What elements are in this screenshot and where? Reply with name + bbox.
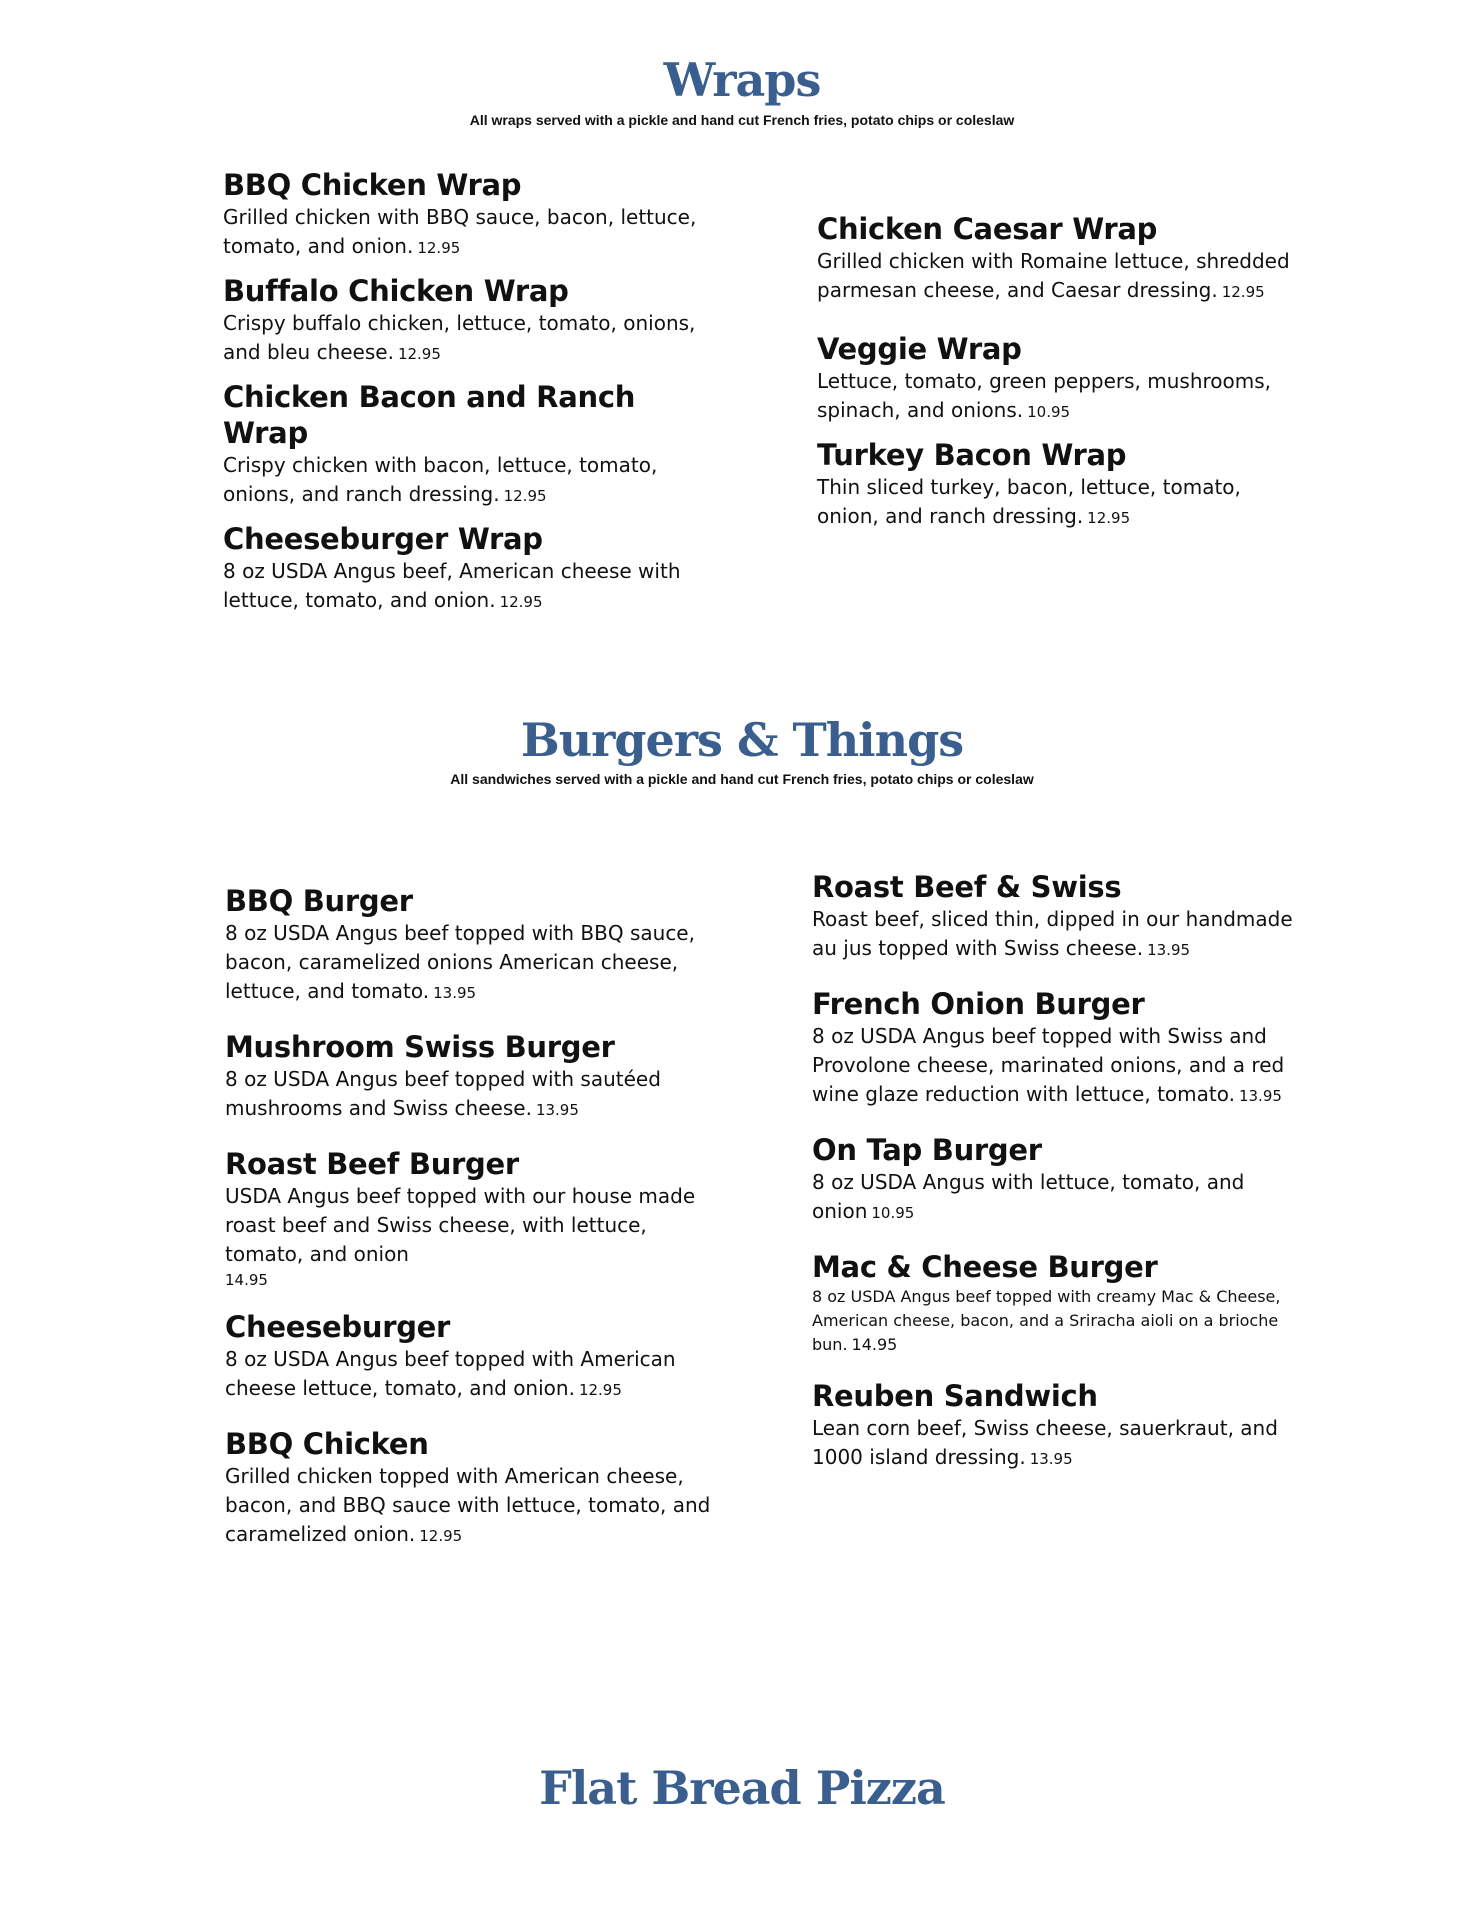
menu-item — [225, 883, 725, 1008]
item-description: Grilled chicken with BBQ sauce, bacon, lettuce, tomato, and onion. 12.95 — [223, 205, 697, 258]
item-name: Cheeseburger Wrap — [223, 522, 543, 556]
menu-item — [812, 1249, 1302, 1357]
item-name: Mac & Cheese Burger — [812, 1250, 1158, 1284]
item-name: Chicken Caesar Wrap — [817, 212, 1158, 246]
item-name: Buffalo Chicken Wrap — [223, 274, 569, 308]
wraps-title: Wraps — [663, 53, 821, 107]
item-price: 12.95 — [417, 239, 461, 257]
item-name: French Onion Burger — [812, 987, 1145, 1021]
item-price: 13.95 — [1147, 941, 1191, 959]
item-price: 12.95 — [503, 487, 547, 505]
item-price: 12.95 — [578, 1381, 622, 1399]
item-price: 10.95 — [871, 1204, 915, 1222]
item-price: 10.95 — [1027, 403, 1071, 421]
item-name: BBQ Chicken Wrap — [223, 168, 522, 202]
menu-item — [223, 521, 723, 617]
item-name: Veggie Wrap — [817, 332, 1022, 366]
item-name: BBQ Burger — [225, 884, 413, 918]
item-description: Crispy buffalo chicken, lettuce, tomato, onions, and bleu cheese. 12.95 — [223, 311, 696, 364]
menu-item — [812, 1378, 1302, 1474]
item-price: 14.95 — [851, 1335, 898, 1354]
item-price: 12.95 — [419, 1527, 463, 1545]
item-description: USDA Angus beef topped with our house made roast beef and Swiss cheese, with lettuce, tomato, and onion 14.95 — [225, 1182, 725, 1291]
menu-item — [812, 869, 1302, 965]
item-description: Lettuce, tomato, green peppers, mushrooms, spinach, and onions. 10.95 — [817, 369, 1272, 422]
item-name: Turkey Bacon Wrap — [817, 438, 1127, 472]
item-name: Roast Beef & Swiss — [812, 870, 1122, 904]
item-name: BBQ Chicken — [225, 1427, 429, 1461]
item-price: 13.95 — [433, 984, 477, 1002]
wraps-right-column — [817, 211, 1297, 533]
burgers-title: Burgers & Things — [520, 713, 964, 767]
menu-item — [225, 1146, 725, 1291]
item-description: Roast beef, sliced thin, dipped in our handmade au jus topped with Swiss cheese. 13.95 — [812, 907, 1293, 960]
menu-item — [817, 211, 1297, 307]
menu-item — [817, 331, 1297, 427]
item-description: Grilled chicken topped with American cheese, bacon, and BBQ sauce with lettuce, tomato, and caramelized onion. 12.95 — [225, 1464, 711, 1546]
menu-item — [223, 273, 723, 369]
burgers-right-column — [812, 869, 1302, 1474]
item-price: 12.95 — [1087, 509, 1131, 527]
item-name: Roast Beef Burger — [225, 1147, 519, 1181]
item-description: Crispy chicken with bacon, lettuce, tomato, onions, and ranch dressing. 12.95 — [223, 453, 658, 506]
menu-item — [223, 379, 723, 511]
wraps-subtitle: All wraps served with a pickle and hand cut French fries, potato chips or coleslaw — [469, 112, 1015, 128]
item-price: 12.95 — [397, 345, 441, 363]
item-price: 13.95 — [535, 1101, 579, 1119]
item-description: 8 oz USDA Angus beef topped with American cheese lettuce, tomato, and onion. 12.95 — [225, 1347, 676, 1400]
item-name: On Tap Burger — [812, 1133, 1042, 1167]
menu-item — [225, 1029, 725, 1125]
item-name: Chicken Bacon and Ranch Wrap — [223, 380, 636, 450]
item-price: 12.95 — [499, 593, 543, 611]
item-description: Thin sliced turkey, bacon, lettuce, tomato, onion, and ranch dressing. 12.95 — [817, 475, 1241, 528]
item-name: Mushroom Swiss Burger — [225, 1030, 615, 1064]
menu-item — [812, 1132, 1302, 1228]
menu-item — [223, 167, 723, 263]
burgers-subtitle: All sandwiches served with a pickle and hand cut French fries, potato chips or coleslaw — [450, 771, 1034, 787]
item-price: 12.95 — [1221, 283, 1265, 301]
item-description: 8 oz USDA Angus beef topped with sautéed mushrooms and Swiss cheese. 13.95 — [225, 1067, 661, 1120]
item-price: 13.95 — [1238, 1087, 1282, 1105]
item-name: Reuben Sandwich — [812, 1379, 1098, 1413]
item-description: 8 oz USDA Angus beef topped with BBQ sauce, bacon, caramelized onions American cheese, lettuce, and tomato. 13.95 — [225, 921, 695, 1003]
item-description: 8 oz USDA Angus beef topped with Swiss and Provolone cheese, marinated onions, and a red wine glaze reduction with lettuce, tomato. 13.95 — [812, 1024, 1285, 1106]
item-description: Lean corn beef, Swiss cheese, sauerkraut, and 1000 island dressing. 13.95 — [812, 1416, 1278, 1469]
wraps-left-column — [223, 167, 723, 617]
menu-item — [225, 1426, 725, 1551]
burgers-left-column — [225, 883, 725, 1551]
menu-item — [812, 986, 1302, 1111]
item-description: Grilled chicken with Romaine lettuce, shredded parmesan cheese, and Caesar dressing. 12.95 — [817, 249, 1290, 302]
menu-item — [817, 437, 1297, 533]
item-description: 8 oz USDA Angus with lettuce, tomato, and onion 10.95 — [812, 1170, 1245, 1223]
menu-item — [225, 1309, 725, 1405]
item-price: 13.95 — [1029, 1450, 1073, 1468]
item-price: 14.95 — [225, 1271, 268, 1289]
flatbread-title: Flat Bread Pizza — [539, 1761, 945, 1815]
item-description: 8 oz USDA Angus beef topped with creamy Mac & Cheese, American cheese, bacon, and a Sriracha aioli on a brioche bun. 14.95 — [812, 1287, 1281, 1354]
item-description: 8 oz USDA Angus beef, American cheese with lettuce, tomato, and onion. 12.95 — [223, 559, 681, 612]
item-name: Cheeseburger — [225, 1310, 451, 1344]
